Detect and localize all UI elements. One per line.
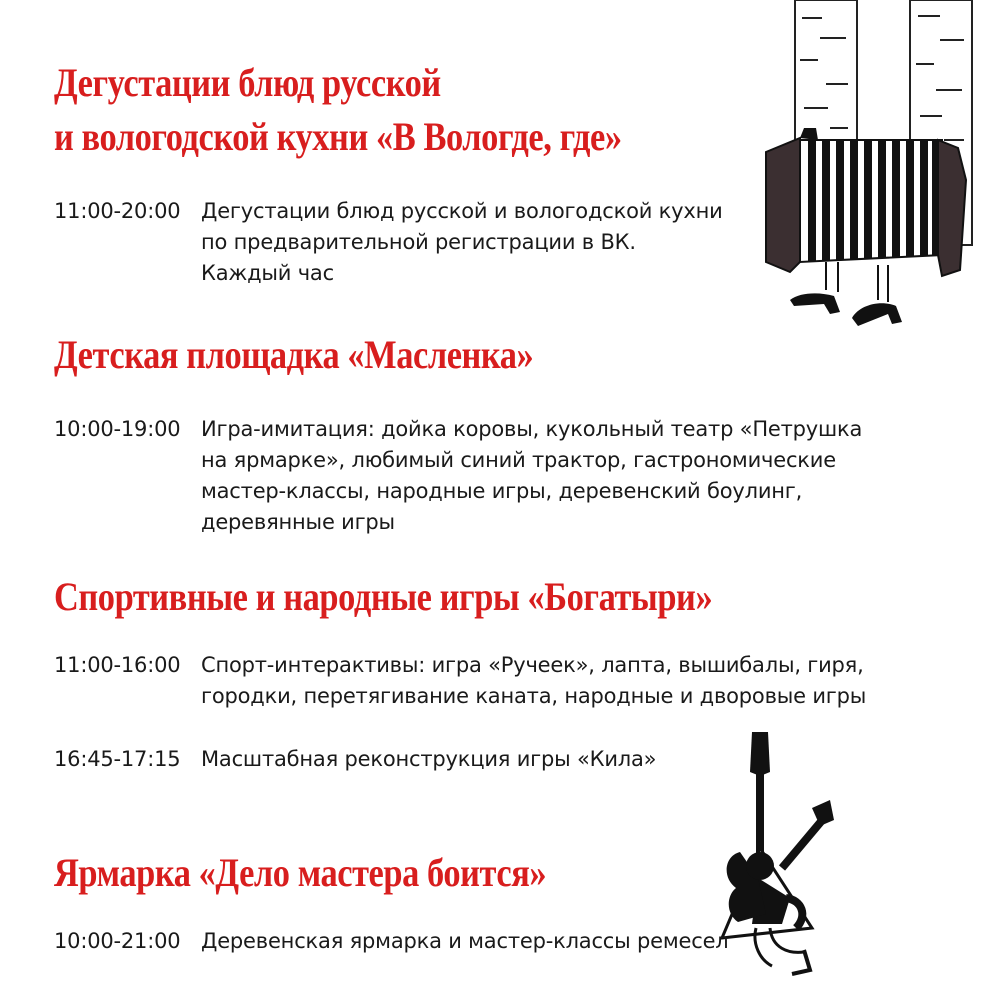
event-description: Масштабная реконструкция игры «Кила» bbox=[201, 747, 657, 771]
event-time: 16:45-17:15 bbox=[54, 747, 181, 771]
section-title-line: Дегустации блюд русской bbox=[54, 60, 441, 105]
schedule-row bbox=[54, 744, 921, 775]
event-description: Игра-имитация: дойка коровы, кукольный театр «Петрушка на ярмарке», любимый синий трактор, гастрономические мастер-классы, народные игры, деревенский боулинг, деревянные игры bbox=[201, 417, 863, 534]
event-description: Деревенская ярмарка и мастер-классы ремесел bbox=[201, 929, 729, 953]
section-title-sports-games bbox=[54, 570, 712, 624]
section-title-line: и вологодской кухни «В Вологде, где» bbox=[54, 114, 622, 159]
section-title-line: Спортивные и народные игры «Богатыри» bbox=[54, 574, 713, 619]
event-description: Дегустации блюд русской и вологодской кухни по предварительной регистрации в ВК. Каждый час bbox=[201, 199, 723, 285]
section-title-tasting bbox=[54, 56, 622, 164]
event-time: 10:00-19:00 bbox=[54, 417, 181, 441]
event-time: 11:00-20:00 bbox=[54, 199, 181, 223]
schedule-row bbox=[54, 926, 921, 957]
section-title-kids-playground bbox=[54, 328, 533, 382]
section-title-fair bbox=[54, 846, 546, 900]
section-title-line: Детская площадка «Масленка» bbox=[54, 332, 534, 377]
event-time: 11:00-16:00 bbox=[54, 653, 181, 677]
schedule-row bbox=[54, 196, 921, 289]
event-description: Спорт-интерактивы: игра «Ручеек», лапта, вышибалы, гиря, городки, перетягивание каната, народные и дворовые игры bbox=[201, 653, 867, 708]
schedule-row bbox=[54, 650, 921, 712]
section-title-line: Ярмарка «Дело мастера боится» bbox=[54, 850, 547, 895]
schedule-row bbox=[54, 414, 921, 538]
event-time: 10:00-21:00 bbox=[54, 929, 181, 953]
